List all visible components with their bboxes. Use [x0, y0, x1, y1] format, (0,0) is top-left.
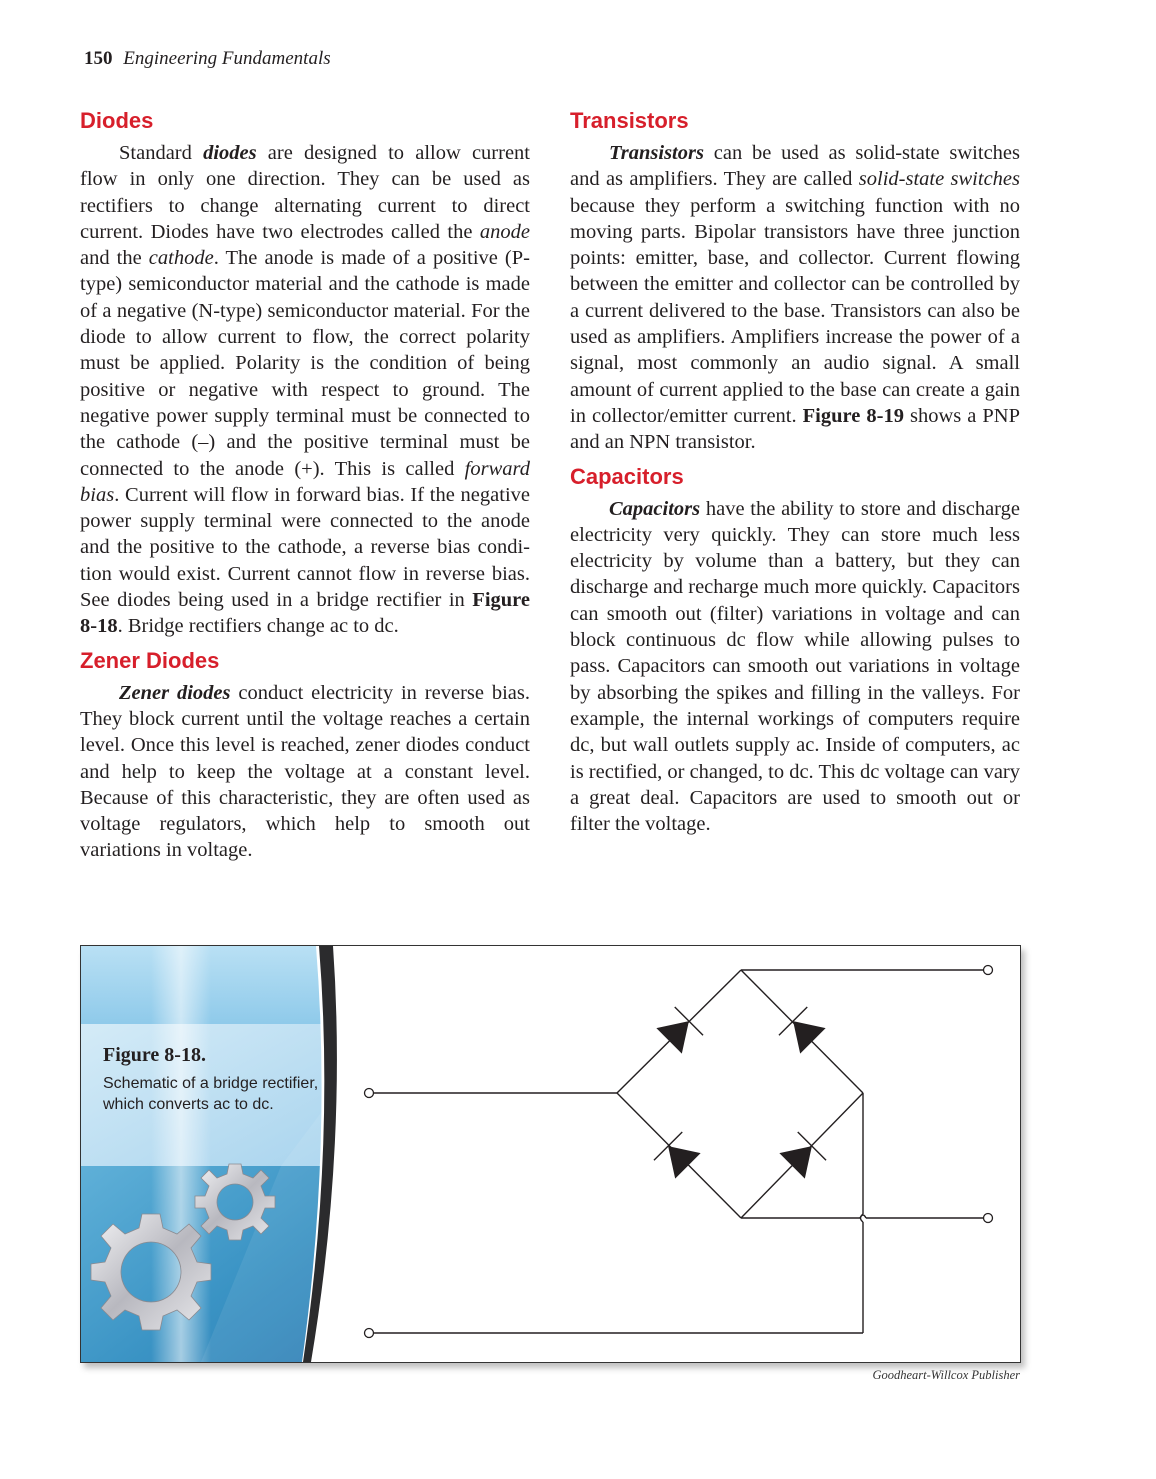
heading-capacitors: Capacitors	[570, 463, 684, 489]
term-capacitors: Capacitors	[609, 497, 701, 520]
paragraph-capacitors: Capacitors have the ability to store and discharge electricity very quickly. They can store much less electricity by volume than a battery, but they can discharge and recharge much more quickly. Capacitors can smooth out (filter) variations in voltage and can block continuous dc flow while allowing pulses to pass. Capacitors can smooth out variations in voltage by absorbing the spikes and filling in the valleys. For example, the internal workings of computers require dc, but wall outlets supply ac. Inside of computers, ac is rectified, or changed, to dc. This dc voltage can vary a great deal. Capacitors are used to smooth out or filter the voltage.	[570, 497, 1020, 836]
term-zener-diodes: Zener diodes	[119, 681, 231, 704]
heading-diodes: Diodes	[80, 108, 154, 133]
page-number: 150	[84, 48, 113, 69]
bridge-rectifier-schematic	[81, 946, 1020, 1362]
paragraph-transistors: Transistors can be used as solid-state switches and as amplifiers. They are called solid-state switches because they perform a switching function with no moving parts. Bipolar transistors have three junction points: emitter, base, and collector. Current flowing between the emitter and collector can be controlled by a current delivered to the base. Transistors can also be used as amplifiers. Amplifiers increase the power of a signal, most commonly an audio signal. A small amount of current applied to the base can create a gain in collector/emitter current. Figure 8-19 shows a PNP and an NPN transistor.	[570, 142, 1021, 454]
diode-upper-right	[779, 1007, 827, 1055]
terminal-dc-positive	[984, 966, 993, 975]
figure-caption-text: Schematic of a bridge rectifier, which converts ac to dc.	[103, 1075, 319, 1113]
figure-label: Figure 8-18.	[103, 1044, 206, 1066]
right-column	[570, 106, 1020, 843]
term-transistors: Transistors	[609, 142, 704, 164]
paragraph-diodes: Standard diodes are designed to allow current flow in only one direction. They can be used as rectifiers to change alternating current to direct current. Diodes have two electrodes called the anode and the cathode. The anode is made of a positive (P-type) semiconductor material and the cathode is made of a negative (N-type) semiconductor material. For the diode to allow current to flow, the correct polarity must be applied. Polarity is the condition of being positive or negative with respect to ground. The negative power supply terminal must be connected to the cathode (–) and the positive terminal must be connected to the anode (+). This is called forward bias. Current will flow in forward bias. If the negative power supply terminal were connected to the anode and the positive to the cathode, a reverse bias condition would exist. Current cannot flow in reverse bias. See diodes being used in a bridge rectifier in Figure 8-18. Bridge rectifiers change ac to dc.	[80, 142, 531, 638]
left-column	[80, 106, 530, 870]
diode-lower-left	[654, 1132, 702, 1180]
terminal-dc-negative	[984, 1214, 993, 1223]
wire-right-vertical-hop	[861, 1214, 864, 1222]
running-head	[84, 48, 331, 70]
term-solid-state-switches: solid-state switches	[858, 168, 1021, 191]
term-anode: anode	[479, 220, 530, 243]
term-cathode: cathode	[148, 247, 214, 270]
terminal-ac-1	[365, 1089, 374, 1098]
figure-8-18	[80, 945, 1021, 1363]
terminal-ac-2	[365, 1329, 374, 1338]
figure-ref-8-19[interactable]: Figure 8-19	[802, 404, 904, 427]
book-title: Engineering Fundamentals	[123, 48, 331, 69]
figure-credit: Goodheart-Willcox Publisher	[872, 1368, 1020, 1382]
figure-ref-8-18[interactable]: Figure 8-18	[80, 589, 530, 638]
heading-transistors: Transistors	[570, 108, 689, 133]
term-forward-bias: forward bias	[80, 457, 530, 506]
paragraph-zener: Zener diodes conduct electricity in reverse bias. They block current until the voltage reaches a certain level. Once this level is reached, zener diodes conduct and help to keep the voltage at a constant level. Because of this characteristic, they are often used as voltage regulators, which help to smooth out variations in voltage.	[80, 681, 530, 862]
heading-zener-diodes: Zener Diodes	[80, 647, 220, 673]
term-diodes: diodes	[203, 142, 257, 164]
